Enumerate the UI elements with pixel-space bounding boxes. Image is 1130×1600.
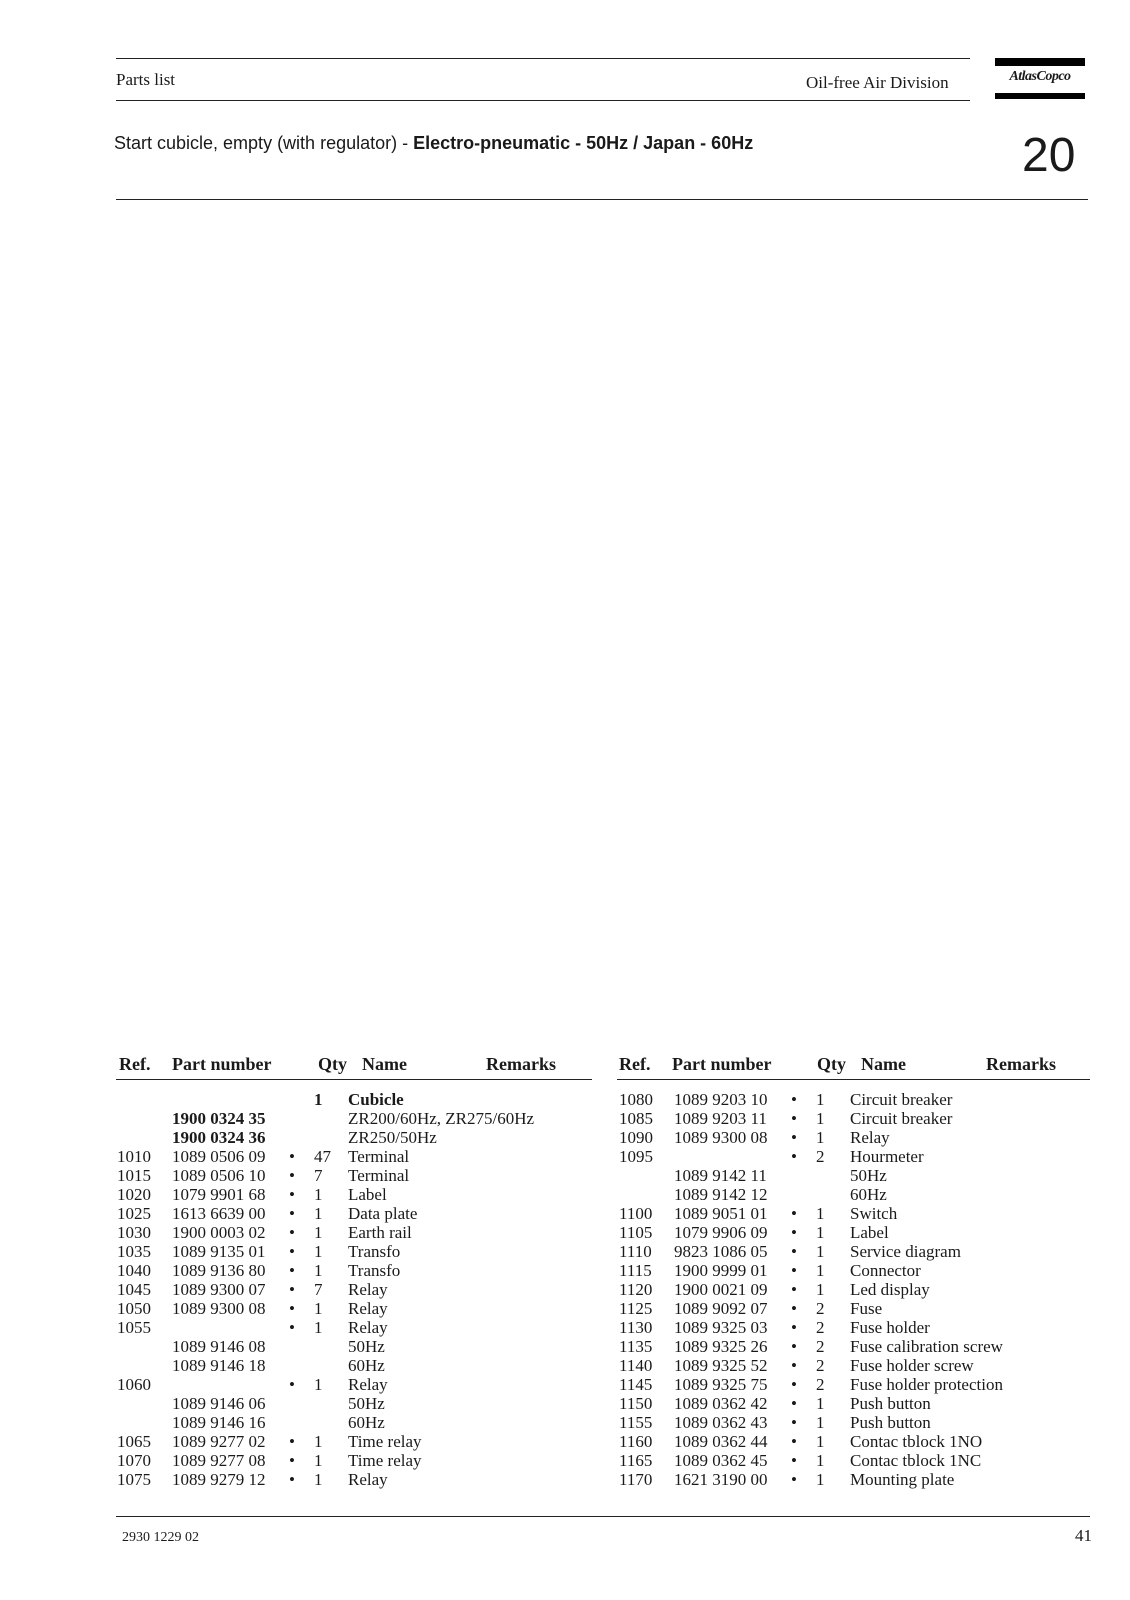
- ref-cell: 1125: [619, 1299, 653, 1318]
- bullet-cell: •: [791, 1318, 797, 1337]
- qty-cell: 1: [314, 1090, 323, 1109]
- bullet-cell: [280, 1109, 304, 1128]
- part-number-cell: 1089 9203 11: [674, 1109, 767, 1128]
- right-header-rule: [617, 1079, 1090, 1080]
- name-cell: Transfo: [348, 1261, 401, 1280]
- ref-cell: 1040: [117, 1261, 151, 1280]
- ref-cell: [117, 1413, 172, 1432]
- part-number-cell: 1900 0021 09: [674, 1280, 768, 1299]
- part-number-cell: [172, 1375, 280, 1394]
- qty-cell: 1: [816, 1090, 825, 1109]
- part-number-cell: 1621 3190 00: [674, 1470, 768, 1489]
- right-parts-table: [619, 1090, 1090, 1489]
- ref-cell: 1030: [117, 1223, 151, 1242]
- name-cell: Push button: [850, 1394, 931, 1413]
- qty-cell: 1: [816, 1261, 825, 1280]
- qty-cell: 1: [314, 1451, 323, 1470]
- name-cell: Relay: [348, 1470, 388, 1489]
- part-number-cell: 1089 9146 18: [172, 1356, 266, 1375]
- part-number-cell: 1089 0362 42: [674, 1394, 768, 1413]
- part-number-cell: 1089 9277 02: [172, 1432, 266, 1451]
- part-number-cell: 1089 9136 80: [172, 1261, 266, 1280]
- qty-cell: 2: [816, 1375, 825, 1394]
- part-number-cell: 1089 9325 26: [674, 1337, 768, 1356]
- ref-cell: 1130: [619, 1318, 653, 1337]
- parts-row: [117, 1166, 588, 1185]
- part-number-cell: 1089 9325 75: [674, 1375, 768, 1394]
- ref-cell: 1055: [117, 1318, 151, 1337]
- bullet-cell: •: [791, 1337, 797, 1356]
- ref-cell: [117, 1337, 172, 1356]
- qty-cell: 1: [816, 1451, 825, 1470]
- ref-cell: [117, 1109, 172, 1128]
- atlas-copco-logo: [995, 58, 1085, 100]
- parts-row: [619, 1280, 1090, 1299]
- qty-cell: 7: [314, 1166, 323, 1185]
- ref-cell: 1150: [619, 1394, 653, 1413]
- ref-cell: 1105: [619, 1223, 653, 1242]
- bullet-cell: •: [289, 1318, 295, 1337]
- right-header-qty: Qty: [817, 1054, 846, 1074]
- bullet-cell: •: [791, 1090, 797, 1109]
- part-number-cell: 1900 0324 36: [172, 1128, 266, 1147]
- logo-wordmark: AtlasCopco: [1009, 69, 1071, 84]
- qty-cell: 1: [816, 1394, 825, 1413]
- part-number-cell: 1089 9325 03: [674, 1318, 768, 1337]
- right-header-name: Name: [861, 1054, 906, 1074]
- qty-cell: 1: [816, 1432, 825, 1451]
- part-number-cell: 1089 0506 09: [172, 1147, 266, 1166]
- qty-cell: 1: [314, 1470, 323, 1489]
- parts-row: [619, 1299, 1090, 1318]
- bullet-cell: [280, 1337, 304, 1356]
- bullet-cell: •: [791, 1356, 797, 1375]
- bullet-cell: •: [791, 1375, 797, 1394]
- ref-cell: 1025: [117, 1204, 151, 1223]
- name-cell: Hourmeter: [850, 1147, 924, 1166]
- name-cell: Relay: [348, 1280, 388, 1299]
- parts-row: [117, 1109, 588, 1128]
- header-bottom-rule: [116, 100, 970, 101]
- qty-cell: 1: [816, 1223, 825, 1242]
- part-number-cell: 1613 6639 00: [172, 1204, 266, 1223]
- parts-row: [619, 1109, 1090, 1128]
- ref-cell: [619, 1166, 674, 1185]
- ref-cell: 1135: [619, 1337, 653, 1356]
- ref-cell: 1110: [619, 1242, 652, 1261]
- bullet-cell: •: [289, 1147, 295, 1166]
- qty-cell: [304, 1109, 348, 1128]
- ref-cell: 1140: [619, 1356, 653, 1375]
- qty-cell: 2: [816, 1299, 825, 1318]
- bullet-cell: •: [289, 1223, 295, 1242]
- bullet-cell: •: [289, 1204, 295, 1223]
- parts-row: [117, 1242, 588, 1261]
- left-header-qty: Qty: [318, 1054, 347, 1074]
- ref-cell: 1060: [117, 1375, 151, 1394]
- part-number-cell: 9823 1086 05: [674, 1242, 768, 1261]
- name-cell: Transfo: [348, 1242, 401, 1261]
- bullet-cell: •: [791, 1147, 797, 1166]
- bullet-cell: •: [289, 1185, 295, 1204]
- name-cell: Switch: [850, 1204, 898, 1223]
- qty-cell: [806, 1166, 850, 1185]
- name-cell: Contac tblock 1NO: [850, 1432, 983, 1451]
- bullet-cell: •: [791, 1223, 797, 1242]
- parts-row: [117, 1394, 588, 1413]
- part-number-cell: 1089 9142 12: [674, 1185, 768, 1204]
- bullet-cell: •: [791, 1451, 797, 1470]
- page-number: 41: [1075, 1526, 1092, 1545]
- bullet-cell: [280, 1128, 304, 1147]
- ref-cell: [117, 1394, 172, 1413]
- parts-row: [117, 1413, 588, 1432]
- bullet-cell: •: [791, 1204, 797, 1223]
- bullet-cell: •: [791, 1394, 797, 1413]
- left-header-remarks: Remarks: [486, 1054, 556, 1074]
- ref-cell: 1160: [619, 1432, 653, 1451]
- parts-row: [117, 1375, 588, 1394]
- bullet-cell: •: [289, 1299, 295, 1318]
- name-cell: 50Hz: [348, 1394, 385, 1413]
- qty-cell: 1: [314, 1185, 323, 1204]
- parts-row: [619, 1090, 1090, 1109]
- name-cell: Earth rail: [348, 1223, 412, 1242]
- bullet-cell: [280, 1413, 304, 1432]
- part-number-cell: 1089 9146 06: [172, 1394, 266, 1413]
- part-number-cell: 1089 9277 08: [172, 1451, 266, 1470]
- part-number-cell: 1089 9203 10: [674, 1090, 768, 1109]
- header-section-label: Parts list: [116, 70, 176, 89]
- bullet-cell: •: [289, 1166, 295, 1185]
- bullet-cell: •: [289, 1432, 295, 1451]
- name-cell: Terminal: [348, 1147, 410, 1166]
- name-cell: Mounting plate: [850, 1470, 955, 1489]
- bullet-cell: •: [791, 1261, 797, 1280]
- part-number-cell: 1089 9300 07: [172, 1280, 266, 1299]
- bullet-cell: •: [791, 1432, 797, 1451]
- bullet-cell: [782, 1166, 806, 1185]
- part-number-cell: 1089 9051 01: [674, 1204, 768, 1223]
- name-cell: Fuse holder protection: [850, 1375, 1003, 1394]
- parts-row: [619, 1451, 1090, 1470]
- right-header-part-number: Part number: [672, 1054, 772, 1074]
- parts-row: [117, 1128, 588, 1147]
- parts-row: [117, 1280, 588, 1299]
- parts-row: [117, 1451, 588, 1470]
- part-number-cell: 1900 0324 35: [172, 1109, 266, 1128]
- parts-row: [619, 1432, 1090, 1451]
- part-number-cell: 1089 0362 45: [674, 1451, 768, 1470]
- title-rule: [116, 199, 1088, 200]
- qty-cell: 47: [314, 1147, 331, 1166]
- qty-cell: 1: [314, 1223, 323, 1242]
- name-cell: Relay: [348, 1299, 388, 1318]
- bullet-cell: •: [791, 1242, 797, 1261]
- qty-cell: 1: [816, 1242, 825, 1261]
- ref-cell: 1020: [117, 1185, 151, 1204]
- part-number-cell: [674, 1147, 782, 1166]
- qty-cell: 1: [816, 1280, 825, 1299]
- ref-cell: 1120: [619, 1280, 653, 1299]
- right-header-remarks: Remarks: [986, 1054, 1056, 1074]
- qty-cell: 1: [816, 1109, 825, 1128]
- part-number-cell: 1089 0362 43: [674, 1413, 768, 1432]
- part-number-cell: 1900 9999 01: [674, 1261, 768, 1280]
- parts-row: [619, 1375, 1090, 1394]
- parts-row: [117, 1470, 588, 1489]
- parts-row: [619, 1242, 1090, 1261]
- bullet-cell: [782, 1185, 806, 1204]
- name-cell: 60Hz: [348, 1413, 385, 1432]
- qty-cell: 2: [816, 1318, 825, 1337]
- part-number-cell: 1089 9146 16: [172, 1413, 266, 1432]
- bullet-cell: [280, 1394, 304, 1413]
- parts-row: [117, 1223, 588, 1242]
- name-cell: Fuse calibration screw: [850, 1337, 1003, 1356]
- name-cell: Connector: [850, 1261, 921, 1280]
- ref-cell: 1145: [619, 1375, 653, 1394]
- header-division-label: Oil-free Air Division: [806, 73, 949, 92]
- name-cell: 60Hz: [850, 1185, 887, 1204]
- qty-cell: [304, 1337, 348, 1356]
- page-title: [114, 133, 753, 154]
- part-number-cell: 1089 9325 52: [674, 1356, 768, 1375]
- logo-bottom-bar: [995, 93, 1085, 99]
- qty-cell: 1: [816, 1413, 825, 1432]
- ref-cell: [619, 1185, 674, 1204]
- part-number-cell: [172, 1318, 280, 1337]
- name-cell: Led display: [850, 1280, 930, 1299]
- name-cell: ZR200/60Hz, ZR275/60Hz: [348, 1109, 535, 1128]
- parts-row: [619, 1318, 1090, 1337]
- ref-cell: 1080: [619, 1090, 653, 1109]
- name-cell: Time relay: [348, 1432, 422, 1451]
- name-cell: Circuit breaker: [850, 1090, 953, 1109]
- bullet-cell: •: [791, 1280, 797, 1299]
- bullet-cell: •: [791, 1128, 797, 1147]
- ref-cell: 1165: [619, 1451, 653, 1470]
- ref-cell: [117, 1090, 172, 1109]
- part-number-cell: 1089 9300 08: [172, 1299, 266, 1318]
- ref-cell: 1100: [619, 1204, 653, 1223]
- right-header-ref: Ref.: [619, 1054, 651, 1074]
- parts-row: [619, 1147, 1090, 1166]
- qty-cell: 2: [816, 1147, 825, 1166]
- parts-row: [117, 1337, 588, 1356]
- qty-cell: 2: [816, 1356, 825, 1375]
- parts-row: [619, 1223, 1090, 1242]
- qty-cell: 1: [314, 1375, 323, 1394]
- qty-cell: 1: [816, 1128, 825, 1147]
- name-cell: Terminal: [348, 1166, 410, 1185]
- name-cell: ZR250/50Hz: [348, 1128, 437, 1147]
- ref-cell: 1045: [117, 1280, 151, 1299]
- name-cell: Fuse holder: [850, 1318, 930, 1337]
- parts-row: [619, 1337, 1090, 1356]
- name-cell: Time relay: [348, 1451, 422, 1470]
- ref-cell: 1155: [619, 1413, 653, 1432]
- left-header-ref: Ref.: [119, 1054, 151, 1074]
- name-cell: 60Hz: [348, 1356, 385, 1375]
- part-number-cell: [172, 1090, 280, 1109]
- part-number-cell: 1089 9135 01: [172, 1242, 266, 1261]
- ref-cell: 1010: [117, 1147, 151, 1166]
- part-number-cell: 1089 9279 12: [172, 1470, 266, 1489]
- part-number-cell: 1079 9901 68: [172, 1185, 266, 1204]
- qty-cell: 7: [314, 1280, 323, 1299]
- parts-row: [619, 1394, 1090, 1413]
- name-cell: Label: [348, 1185, 387, 1204]
- ref-cell: 1095: [619, 1147, 653, 1166]
- bullet-cell: •: [289, 1470, 295, 1489]
- name-cell: Relay: [348, 1375, 388, 1394]
- parts-row: [117, 1261, 588, 1280]
- bullet-cell: •: [791, 1299, 797, 1318]
- part-number-cell: 1079 9906 09: [674, 1223, 768, 1242]
- parts-row: [117, 1185, 588, 1204]
- parts-row: [619, 1166, 1090, 1185]
- qty-cell: [806, 1185, 850, 1204]
- left-header-name: Name: [362, 1054, 407, 1074]
- name-cell: Push button: [850, 1413, 931, 1432]
- name-cell: Service diagram: [850, 1242, 961, 1261]
- ref-cell: 1085: [619, 1109, 653, 1128]
- name-cell: Contac tblock 1NC: [850, 1451, 982, 1470]
- part-number-cell: 1089 0362 44: [674, 1432, 768, 1451]
- ref-cell: 1065: [117, 1432, 151, 1451]
- ref-cell: 1170: [619, 1470, 653, 1489]
- parts-row: [619, 1128, 1090, 1147]
- parts-row: [117, 1204, 588, 1223]
- qty-cell: 1: [314, 1318, 323, 1337]
- bullet-cell: •: [791, 1470, 797, 1489]
- left-parts-table: [117, 1090, 588, 1489]
- parts-row: [117, 1318, 588, 1337]
- ref-cell: 1070: [117, 1451, 151, 1470]
- name-cell: 50Hz: [850, 1166, 887, 1185]
- part-number-cell: 1089 0506 10: [172, 1166, 266, 1185]
- name-cell: Label: [850, 1223, 889, 1242]
- parts-row: [117, 1299, 588, 1318]
- part-number-cell: 1089 9146 08: [172, 1337, 266, 1356]
- parts-row: [117, 1356, 588, 1375]
- bullet-cell: [280, 1356, 304, 1375]
- parts-row: [619, 1261, 1090, 1280]
- parts-row: [619, 1204, 1090, 1223]
- parts-row: [619, 1185, 1090, 1204]
- qty-cell: 1: [314, 1242, 323, 1261]
- qty-cell: 1: [816, 1470, 825, 1489]
- qty-cell: 1: [314, 1261, 323, 1280]
- left-header-rule: [116, 1079, 592, 1080]
- parts-row: [619, 1413, 1090, 1432]
- qty-cell: [304, 1413, 348, 1432]
- part-number-cell: 1089 9300 08: [674, 1128, 768, 1147]
- part-number-cell: 1900 0003 02: [172, 1223, 266, 1242]
- ref-cell: [117, 1128, 172, 1147]
- ref-cell: 1075: [117, 1470, 151, 1489]
- qty-cell: 1: [314, 1299, 323, 1318]
- qty-cell: 2: [816, 1337, 825, 1356]
- ref-cell: 1090: [619, 1128, 653, 1147]
- ref-cell: [117, 1356, 172, 1375]
- qty-cell: [304, 1356, 348, 1375]
- bullet-cell: •: [289, 1451, 295, 1470]
- header-top-rule: [116, 58, 970, 59]
- section-number: 20: [1022, 129, 1076, 182]
- name-cell: 50Hz: [348, 1337, 385, 1356]
- part-number-cell: 1089 9092 07: [674, 1299, 768, 1318]
- bullet-cell: [280, 1090, 304, 1109]
- name-cell: Fuse holder screw: [850, 1356, 974, 1375]
- name-cell: Relay: [348, 1318, 388, 1337]
- footer-rule: [116, 1516, 1090, 1517]
- qty-cell: 1: [314, 1204, 323, 1223]
- ref-cell: 1050: [117, 1299, 151, 1318]
- logo-top-bar: [995, 58, 1085, 66]
- ref-cell: 1015: [117, 1166, 151, 1185]
- name-cell: Cubicle: [348, 1090, 404, 1109]
- qty-cell: [304, 1128, 348, 1147]
- qty-cell: 1: [816, 1204, 825, 1223]
- name-cell: Data plate: [348, 1204, 418, 1223]
- left-header-part-number: Part number: [172, 1054, 272, 1074]
- page-title-normal: Start cubicle, empty (with regulator) -: [114, 133, 414, 153]
- page-title-bold: Electro-pneumatic - 50Hz / Japan - 60Hz: [413, 133, 754, 153]
- bullet-cell: •: [289, 1280, 295, 1299]
- qty-cell: [304, 1394, 348, 1413]
- bullet-cell: •: [289, 1261, 295, 1280]
- ref-cell: 1035: [117, 1242, 151, 1261]
- parts-row: [619, 1356, 1090, 1375]
- name-cell: Circuit breaker: [850, 1109, 953, 1128]
- parts-row: [619, 1470, 1090, 1489]
- part-number-cell: 1089 9142 11: [674, 1166, 767, 1185]
- parts-row: [117, 1147, 588, 1166]
- name-cell: Relay: [850, 1128, 890, 1147]
- bullet-cell: •: [791, 1413, 797, 1432]
- bullet-cell: •: [289, 1375, 295, 1394]
- parts-row: [117, 1090, 588, 1109]
- qty-cell: 1: [314, 1432, 323, 1451]
- document-number: 2930 1229 02: [122, 1530, 199, 1545]
- bullet-cell: •: [289, 1242, 295, 1261]
- parts-row: [117, 1432, 588, 1451]
- name-cell: Fuse: [850, 1299, 883, 1318]
- bullet-cell: •: [791, 1109, 797, 1128]
- ref-cell: 1115: [619, 1261, 652, 1280]
